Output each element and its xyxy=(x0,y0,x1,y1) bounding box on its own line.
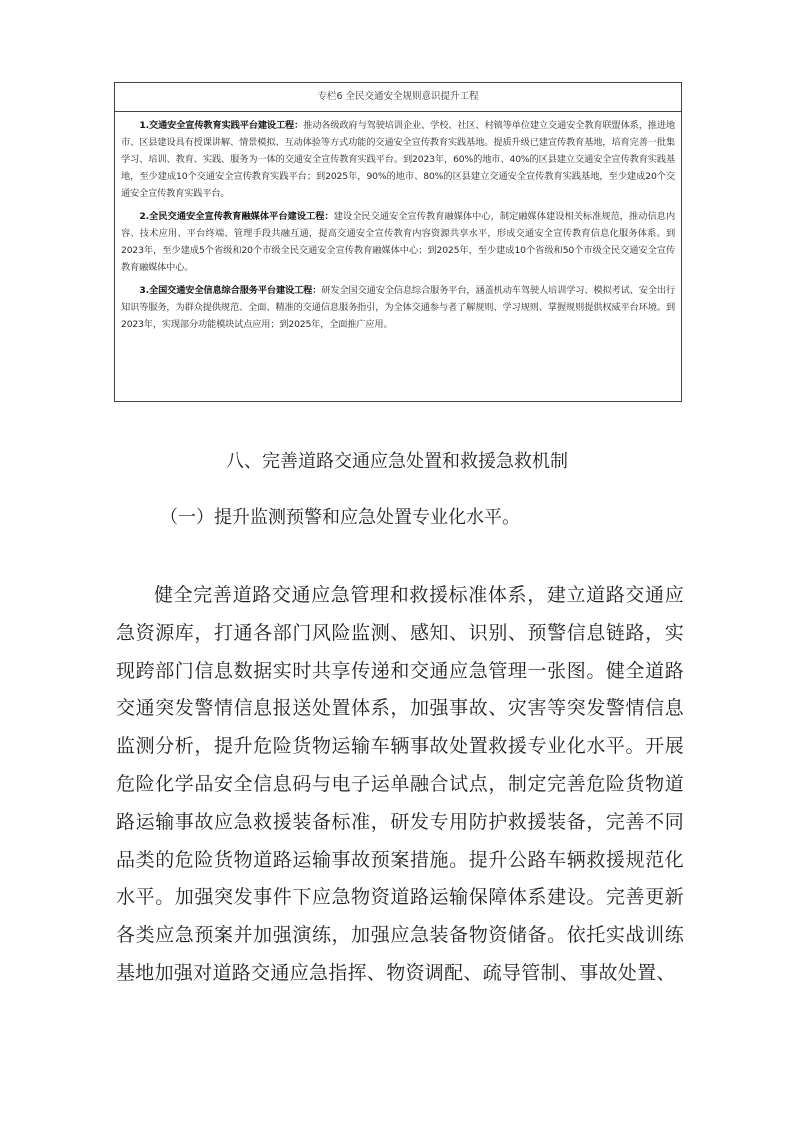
box-item-3-text: 研发全国交通安全信息综合服务平台，涵盖机动车驾驶人培训学习、模拟考试、安全出行知识等服务，为群众提供规范、全面、精准的交通信息服务指引，为全体交通参与者了解规则、学习规则、掌握规则提供权威平台环境。到2023年，实现部分功能模块试点应用；到2025年，全面推广应用。 xyxy=(121,285,675,330)
box-item-1 xyxy=(121,117,675,202)
box-item-1-heading: 1.交通安全宣传教育实践平台建设工程： xyxy=(139,120,304,131)
box-item-2 xyxy=(121,208,675,276)
feature-box xyxy=(114,82,682,402)
box-item-2-heading: 2.全民交通安全宣传教育融媒体平台建设工程： xyxy=(139,211,334,222)
sub-heading: （一）提升监测预警和应急处置专业化水平。 xyxy=(160,507,520,528)
body-paragraph: 健全完善道路交通应急管理和救援标准体系，建立道路交通应急资源库，打通各部门风险监测、感知、识别、预警信息链路，实现跨部门信息数据实时共享传递和交通应急管理一张图。健全道路交通突发警情信息报送处置体系，加强事故、灾害等突发警情信息监测分析，提升危险货物运输车辆事故处置救援专业化水平。开展危险化学品安全信息码与电子运单融合试点，制定完善危险货物道路运输事故应急救援装备标准，研发专用防护救援装备，完善不同品类的危险货物道路运输事故预案措施。提升公路车辆救援规范化水平。加强突发事件下应急物资道路运输保障体系建设。完善更新各类应急预案并加强演练，加强应急装备物资储备。依托实战训练基地加强对道路交通应急指挥、物资调配、疏导管制、事故处置、 xyxy=(116,584,684,984)
box-item-2-text: 建设全民交通安全宣传教育融媒体中心，制定融媒体建设相关标准规范，推动信息内容、技术应用、平台终端、管理手段共融互通，提高交通安全宣传教育内容资源共享水平，形成交通安全宣传教育信息化服务体系。到2023年，至少建成5个省级和20个市级全民交通安全宣传教育融媒体中心；到2025年，至少建成10个省级和50个市级全民交通安全宣传教育融媒体中心。 xyxy=(121,211,675,273)
box-item-3-heading: 3.全国交通安全信息综合服务平台建设工程： xyxy=(139,285,322,296)
box-body xyxy=(115,112,681,333)
box-item-3 xyxy=(121,282,675,333)
box-item-1-text: 推动各级政府与驾驶培训企业、学校、社区、村镇等单位建立交通安全教育联盟体系，推进地市、区县建设具有授课讲解、情景模拟、互动体验等方式功能的交通安全宣传教育实践基地。提质升级已建宣传教育基地，培育完善一批集学习、培训、教育、实践、服务为一体的交通安全宣传教育实践平台。到2023年，60%的地市、40%的区县建立交通安全宣传教育实践基地，至少建成10个交通安全宣传教育实践平台；到2025年，90%的地市、80%的区县建立交通安全宣传教育实践基地，至少建成20个交通安全宣传教育实践平台。 xyxy=(121,120,675,199)
section-heading: 八、完善道路交通应急处置和救援急救机制 xyxy=(226,451,568,472)
box-title: 专栏6 全民交通安全规则意识提升工程 xyxy=(115,83,681,112)
